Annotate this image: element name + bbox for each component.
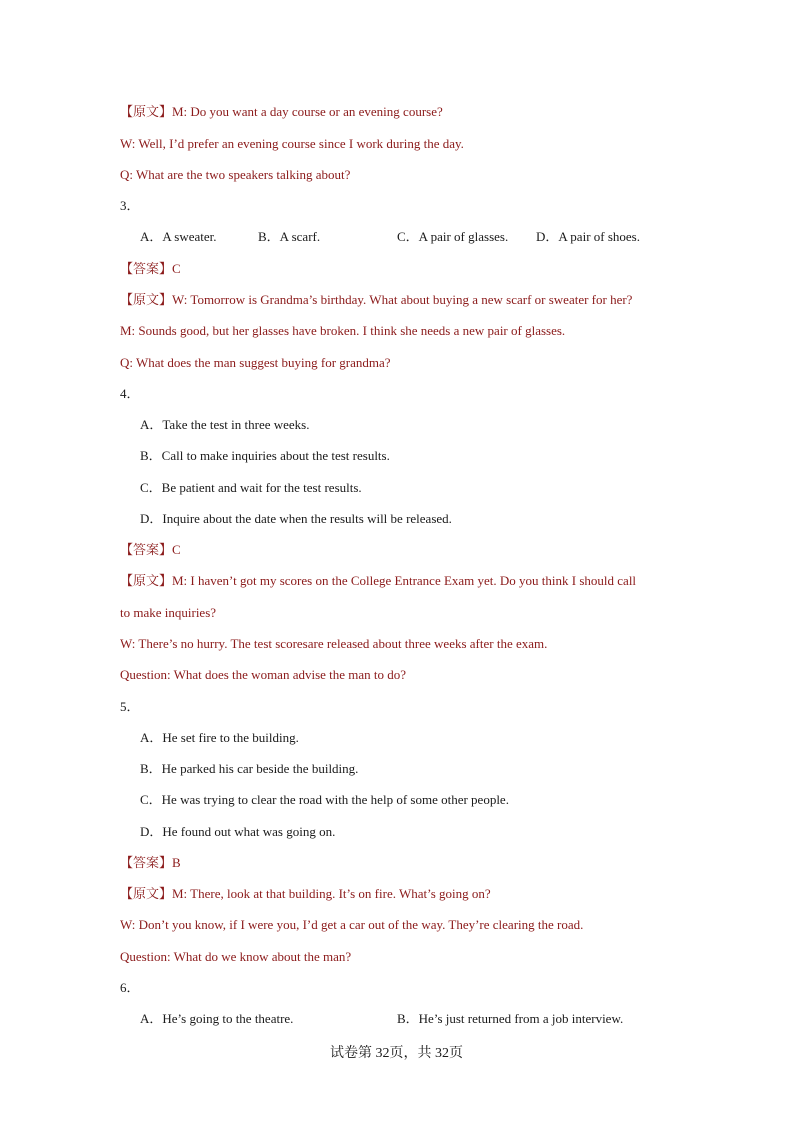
q5-number: 5． [120, 699, 140, 714]
q4-option-a: A．Take the test in three weeks. [140, 417, 310, 432]
q2-transcript-line-1: 【原文】M: Do you want a day course or an evening course? [120, 104, 443, 119]
q2-transcript-line-3: Q: What are the two speakers talking about? [120, 167, 351, 182]
q5-option-b: B．He parked his car beside the building. [140, 761, 359, 776]
q3-option-d: D．A pair of shoes. [536, 229, 640, 244]
q5-answer: 【答案】B [120, 855, 181, 870]
q5-option-a: A．He set fire to the building. [140, 730, 299, 745]
q4-transcript-line-1: 【原文】M: I haven’t got my scores on the College Entrance Exam yet. Do you think I should call [120, 573, 637, 588]
q2-transcript-line-2: W: Well, I’d prefer an evening course since I work during the day. [120, 136, 464, 151]
q3-option-b: B．A scarf. [258, 229, 321, 244]
q4-transcript-line-2: to make inquiries? [120, 605, 217, 620]
q4-answer: 【答案】C [120, 542, 181, 557]
q5-transcript-line-1: 【原文】M: There, look at that building. It’s on fire. What’s going on? [120, 886, 491, 901]
q5-transcript-line-2: W: Don’t you know, if I were you, I’d get a car out of the way. They’re clearing the road. [120, 917, 584, 932]
q3-answer: 【答案】C [120, 261, 181, 276]
q5-option-d: D．He found out what was going on. [140, 824, 336, 839]
q5-option-c: C．He was trying to clear the road with the help of some other people. [140, 792, 509, 807]
q3-transcript-line-2: M: Sounds good, but her glasses have broken. I think she needs a new pair of glasses. [120, 323, 566, 338]
q6-option-b: B．He’s just returned from a job interview. [397, 1011, 624, 1026]
q3-option-a: A．A sweater. [140, 229, 217, 244]
q4-option-d: D．Inquire about the date when the results will be released. [140, 511, 452, 526]
q3-transcript-line-1: 【原文】W: Tomorrow is Grandma’s birthday. What about buying a new scarf or sweater for her? [120, 292, 633, 307]
q4-transcript-line-3: W: There’s no hurry. The test scoresare released about three weeks after the exam. [120, 636, 548, 651]
q4-option-c: C．Be patient and wait for the test results. [140, 480, 362, 495]
page-footer: 试卷第 32页，共 32页 [330, 1046, 463, 1061]
q4-transcript-line-4: Question: What does the woman advise the man to do? [120, 667, 407, 682]
q4-number: 4． [120, 386, 140, 401]
q5-transcript-line-3: Question: What do we know about the man? [120, 949, 352, 964]
q3-transcript-line-3: Q: What does the man suggest buying for grandma? [120, 355, 391, 370]
q3-option-c: C．A pair of glasses. [397, 229, 509, 244]
q6-option-a: A．He’s going to the theatre. [140, 1011, 294, 1026]
q6-number: 6． [120, 980, 140, 995]
q3-number: 3． [120, 198, 140, 213]
q4-option-b: B．Call to make inquiries about the test results. [140, 448, 390, 463]
